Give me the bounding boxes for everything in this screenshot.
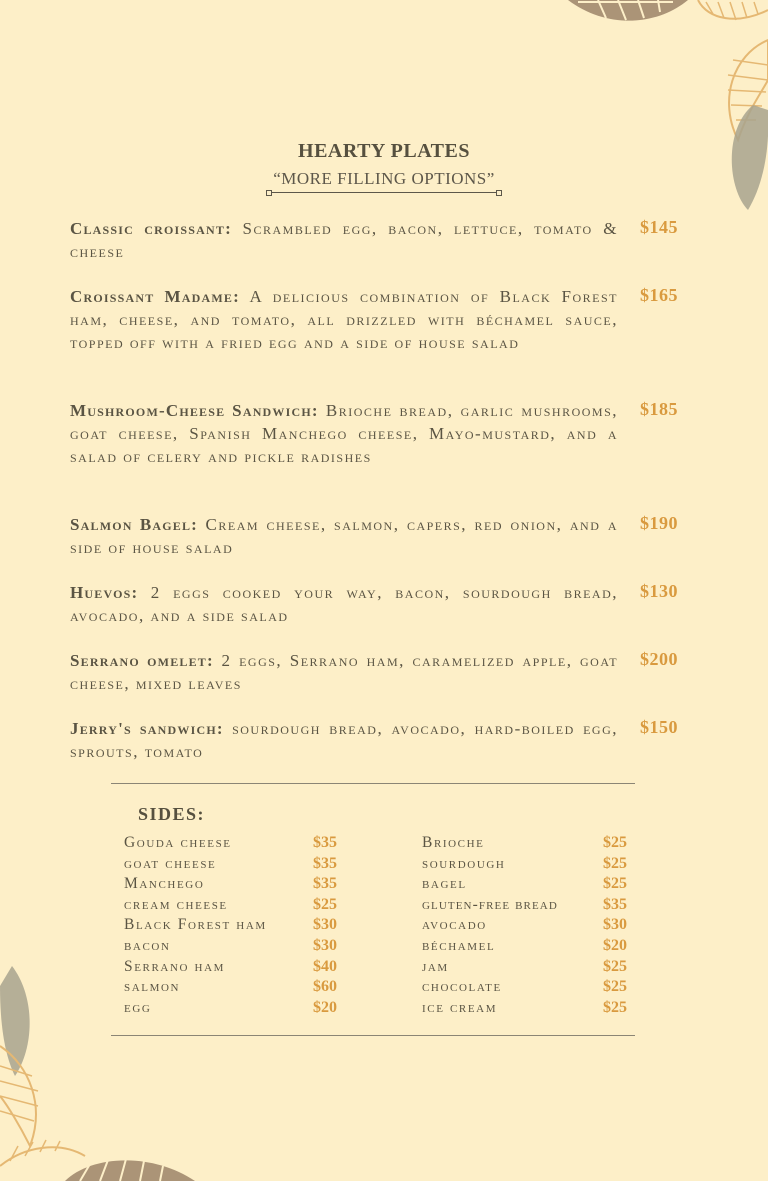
side-price: $20 bbox=[603, 936, 627, 954]
side-name: goat cheese bbox=[124, 854, 217, 872]
side-name: Serrano ham bbox=[124, 957, 225, 975]
side-name: Manchego bbox=[124, 875, 205, 893]
side-item bbox=[422, 937, 642, 958]
side-price: $35 bbox=[313, 854, 337, 872]
side-name: salmon bbox=[124, 978, 181, 996]
plate-description bbox=[70, 399, 618, 468]
side-price: $30 bbox=[313, 936, 337, 954]
brown-leaf-icon bbox=[65, 1160, 195, 1181]
plate-name: Salmon Bagel: bbox=[70, 515, 199, 534]
side-name: bacon bbox=[124, 936, 171, 954]
sides-right-column bbox=[422, 834, 642, 1019]
side-name: sourdough bbox=[422, 854, 506, 872]
plate-description bbox=[70, 581, 618, 627]
plate-item-salmon-bagel bbox=[70, 513, 690, 559]
section-subtitle: “MORE FILLING OPTIONS” bbox=[273, 169, 495, 188]
plate-description bbox=[70, 285, 618, 354]
side-price: $25 bbox=[603, 875, 627, 893]
plate-name: Croissant Madame: bbox=[70, 287, 240, 306]
side-name: Black Forest ham bbox=[124, 916, 267, 934]
sides-top-divider bbox=[111, 783, 635, 784]
plate-name: Huevos: bbox=[70, 583, 139, 602]
plate-price: $165 bbox=[640, 285, 678, 305]
side-item bbox=[422, 896, 642, 917]
side-price: $35 bbox=[603, 895, 627, 913]
plate-name: Classic croissant: bbox=[70, 219, 232, 238]
side-name: egg bbox=[124, 998, 152, 1016]
brown-leaf-icon bbox=[568, 0, 688, 21]
side-price: $60 bbox=[313, 978, 337, 996]
side-item bbox=[124, 855, 354, 876]
side-name: cream cheese bbox=[124, 895, 228, 913]
side-price: $25 bbox=[603, 834, 627, 851]
plate-item-classic-croissant bbox=[70, 217, 690, 263]
plate-item-jerrys-sandwich bbox=[70, 717, 690, 763]
plate-ingredients: 2 eggs, Serrano ham, caramelized apple, goat cheese, mixed leaves bbox=[70, 651, 619, 693]
plate-ingredients: A delicious combination of Black Forest ham, cheese, and tomato, all drizzled with béchamel sauce, topped off with a fried egg and a side of house salad bbox=[70, 287, 618, 352]
plate-price: $185 bbox=[640, 399, 678, 419]
side-item bbox=[422, 834, 642, 855]
plate-ingredients: Scrambled egg, bacon, lettuce, tomato & cheese bbox=[70, 219, 619, 261]
sides-left-column bbox=[124, 834, 354, 1019]
side-price: $25 bbox=[603, 978, 627, 996]
plate-name: Mushroom-Cheese Sandwich: bbox=[70, 401, 319, 420]
side-item bbox=[124, 896, 354, 917]
side-item bbox=[422, 978, 642, 999]
side-price: $35 bbox=[313, 875, 337, 893]
sides-heading: SIDES: bbox=[138, 804, 206, 824]
side-price: $30 bbox=[313, 916, 337, 934]
side-price: $20 bbox=[313, 998, 337, 1016]
plate-item-mushroom-cheese-sandwich bbox=[70, 399, 690, 468]
menu-header bbox=[0, 140, 768, 189]
side-item bbox=[422, 875, 642, 896]
side-item bbox=[422, 916, 642, 937]
plate-item-croissant-madame bbox=[70, 285, 690, 354]
plate-ingredients: Cream cheese, salmon, capers, red onion, and a side of house salad bbox=[70, 515, 618, 557]
side-price: $25 bbox=[603, 957, 627, 975]
section-title: HEARTY PLATES bbox=[298, 140, 470, 162]
subtitle-underline bbox=[269, 192, 499, 193]
plate-price: $150 bbox=[640, 717, 678, 737]
side-item bbox=[124, 834, 354, 855]
sides-bottom-divider bbox=[111, 1035, 635, 1036]
side-item bbox=[422, 958, 642, 979]
plate-description bbox=[70, 217, 618, 263]
plate-price: $145 bbox=[640, 217, 678, 237]
plate-ingredients: 2 eggs cooked your way, bacon, sourdough bread, avocado, and a side salad bbox=[70, 583, 619, 625]
side-item bbox=[124, 875, 354, 896]
side-price: $40 bbox=[313, 957, 337, 975]
side-price: $25 bbox=[603, 854, 627, 872]
plate-item-huevos bbox=[70, 581, 690, 627]
side-item bbox=[124, 958, 354, 979]
side-name: gluten-free bread bbox=[422, 895, 558, 913]
side-price: $30 bbox=[603, 916, 627, 934]
side-name: jam bbox=[422, 957, 449, 975]
plate-item-serrano-omelet bbox=[70, 649, 690, 695]
plate-ingredients: sourdough bread, avocado, hard-boiled egg, sprouts, tomato bbox=[70, 719, 619, 761]
side-item bbox=[124, 916, 354, 937]
side-item bbox=[124, 937, 354, 958]
side-name: avocado bbox=[422, 916, 487, 934]
plate-description bbox=[70, 513, 618, 559]
subtitle-wrap bbox=[269, 169, 499, 189]
side-name: Gouda cheese bbox=[124, 834, 232, 851]
plate-description bbox=[70, 717, 618, 763]
plate-price: $190 bbox=[640, 513, 678, 533]
side-price: $35 bbox=[313, 834, 337, 851]
side-price: $25 bbox=[603, 998, 627, 1016]
side-name: ice cream bbox=[422, 998, 498, 1016]
plate-price: $130 bbox=[640, 581, 678, 601]
side-name: bagel bbox=[422, 875, 467, 893]
plate-name: Serrano omelet: bbox=[70, 651, 214, 670]
side-item bbox=[124, 978, 354, 999]
side-item bbox=[422, 855, 642, 876]
side-name: béchamel bbox=[422, 936, 496, 954]
plate-price: $200 bbox=[640, 649, 678, 669]
side-name: Brioche bbox=[422, 834, 485, 851]
side-item bbox=[124, 999, 354, 1020]
side-name: chocolate bbox=[422, 978, 502, 996]
plate-ingredients: Brioche bread, garlic mushrooms, goat cheese, Spanish Manchego cheese, Mayo-mustard, and a salad of celery and pickle radishes bbox=[70, 401, 619, 466]
side-item bbox=[422, 999, 642, 1020]
plate-description bbox=[70, 649, 618, 695]
plate-name: Jerry's sandwich: bbox=[70, 719, 224, 738]
side-price: $25 bbox=[313, 895, 337, 913]
